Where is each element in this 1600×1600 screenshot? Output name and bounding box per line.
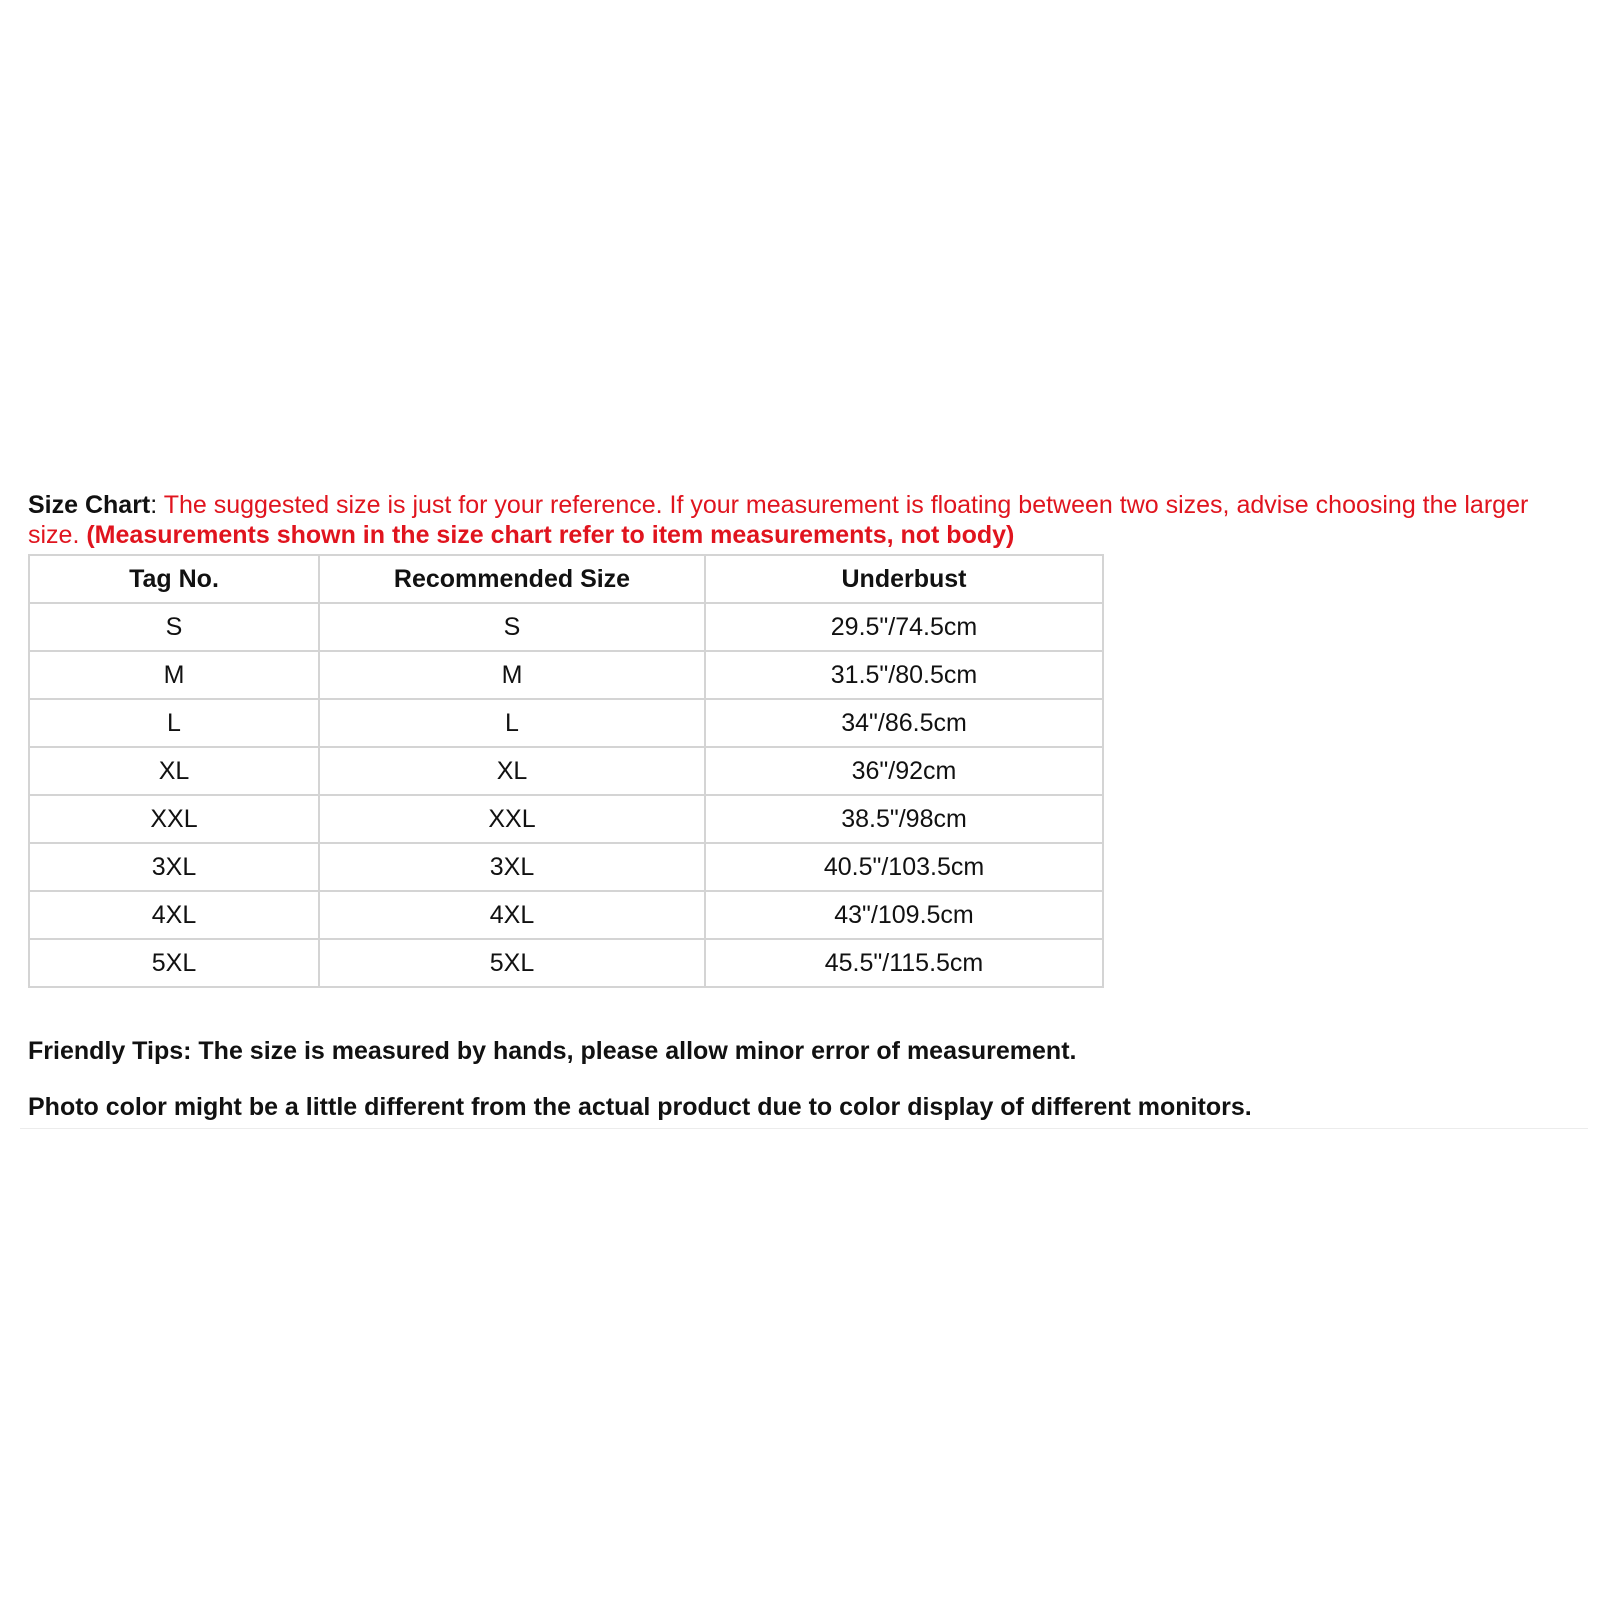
label-separator: : — [150, 491, 164, 519]
size-table — [28, 554, 1104, 988]
table-row — [29, 699, 1103, 747]
tag-no-cell: XXL — [29, 795, 319, 843]
recommended-size-cell: 4XL — [319, 891, 705, 939]
table-header-row — [29, 555, 1103, 603]
recommended-size-cell: 3XL — [319, 843, 705, 891]
size-chart-label: Size Chart — [28, 491, 151, 519]
size-chart-intro — [28, 490, 1578, 550]
table-row — [29, 651, 1103, 699]
divider — [20, 1128, 1588, 1129]
table-row — [29, 939, 1103, 987]
underbust-cell: 40.5"/103.5cm — [705, 843, 1103, 891]
measurement-note: (Measurements shown in the size chart refer to item measurements, not body) — [86, 521, 1015, 549]
recommended-size-cell: XXL — [319, 795, 705, 843]
recommended-size-cell: 5XL — [319, 939, 705, 987]
header-underbust: Underbust — [705, 555, 1103, 603]
underbust-cell: 38.5"/98cm — [705, 795, 1103, 843]
recommended-size-cell: L — [319, 699, 705, 747]
table-row — [29, 843, 1103, 891]
tag-no-cell: L — [29, 699, 319, 747]
table-row — [29, 795, 1103, 843]
tag-no-cell: 5XL — [29, 939, 319, 987]
table-row — [29, 891, 1103, 939]
tag-no-cell: S — [29, 603, 319, 651]
underbust-cell: 34"/86.5cm — [705, 699, 1103, 747]
table-row — [29, 747, 1103, 795]
underbust-cell: 31.5"/80.5cm — [705, 651, 1103, 699]
header-tag-no: Tag No. — [29, 555, 319, 603]
underbust-cell: 36"/92cm — [705, 747, 1103, 795]
recommended-size-cell: M — [319, 651, 705, 699]
photo-color-note: Photo color might be a little different from the actual product due to color display of different monitors. — [28, 1093, 1252, 1121]
table-row — [29, 603, 1103, 651]
tag-no-cell: 4XL — [29, 891, 319, 939]
friendly-tips: Friendly Tips: The size is measured by hands, please allow minor error of measurement. — [28, 1037, 1077, 1065]
tag-no-cell: XL — [29, 747, 319, 795]
header-recommended-size: Recommended Size — [319, 555, 705, 603]
underbust-cell: 29.5"/74.5cm — [705, 603, 1103, 651]
tag-no-cell: 3XL — [29, 843, 319, 891]
reference-note: The suggested size is just for your reference. If your measurement is floating between two sizes, advise choosing the larger size. — [28, 491, 1529, 549]
underbust-cell: 43"/109.5cm — [705, 891, 1103, 939]
underbust-cell: 45.5"/115.5cm — [705, 939, 1103, 987]
recommended-size-cell: XL — [319, 747, 705, 795]
recommended-size-cell: S — [319, 603, 705, 651]
tag-no-cell: M — [29, 651, 319, 699]
